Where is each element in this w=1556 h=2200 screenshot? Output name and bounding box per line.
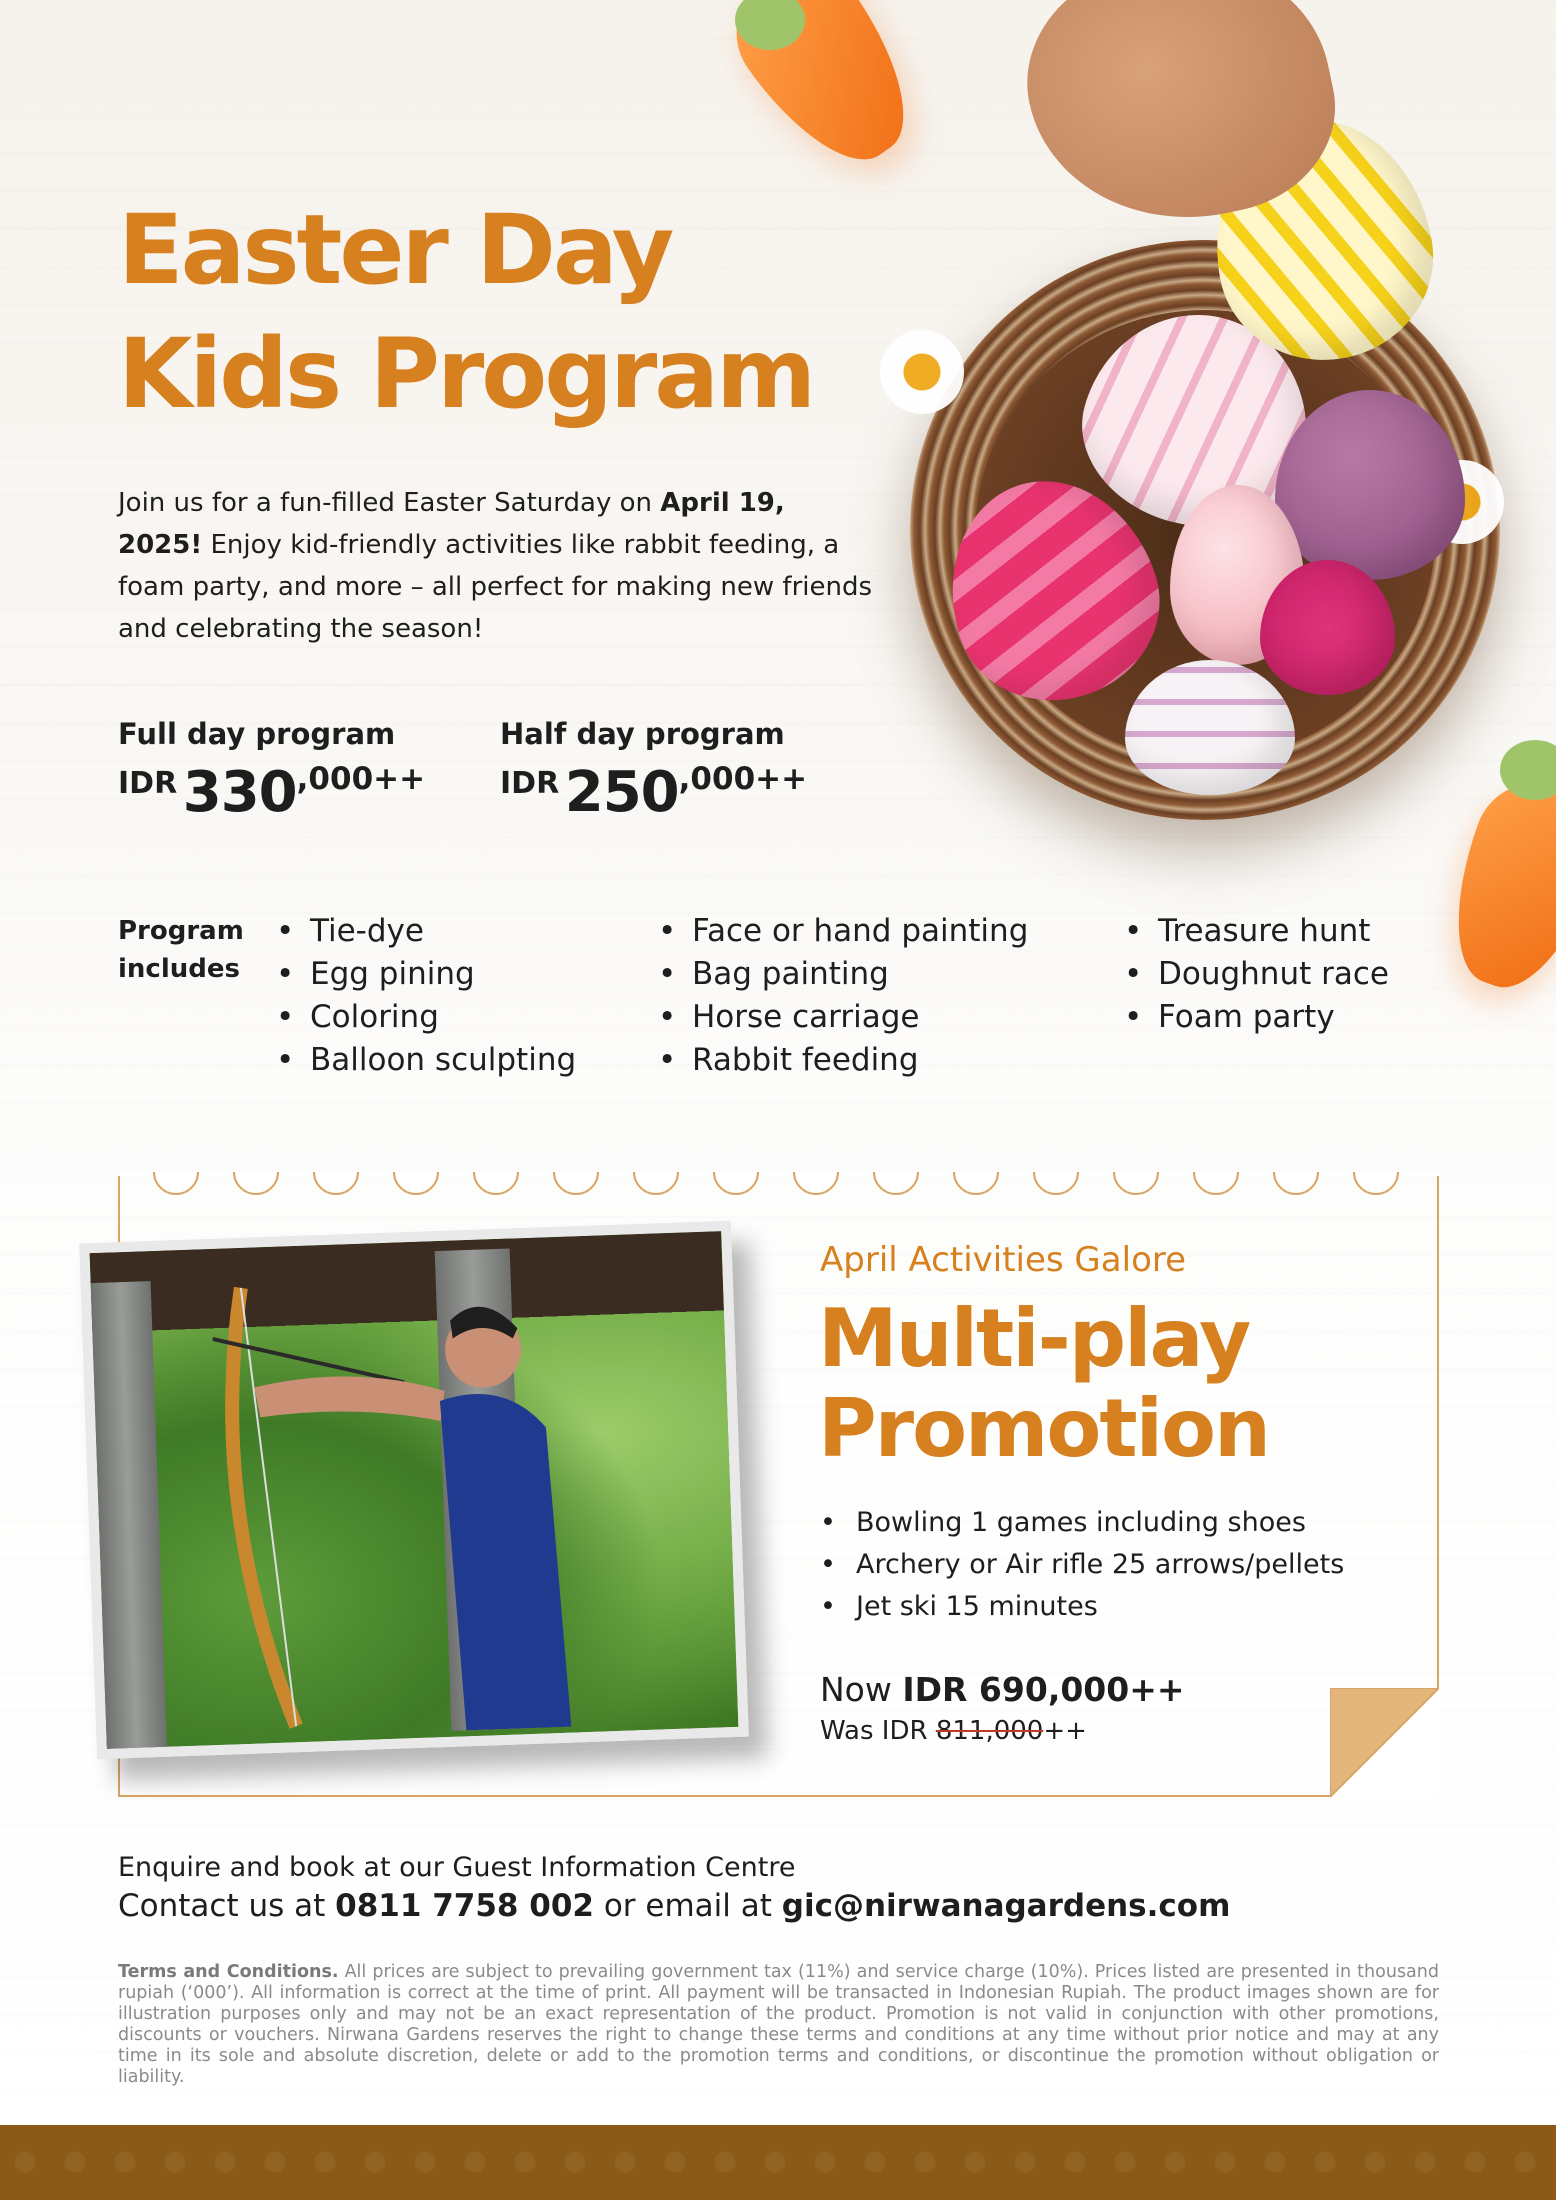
- half-day-currency: IDR: [500, 766, 560, 801]
- program-includes-label: [118, 912, 258, 988]
- list-item: • Treasure hunt: [1124, 910, 1389, 953]
- was-price: [820, 1716, 1087, 1746]
- half-day-price-block: [500, 714, 807, 825]
- intro-text-start: Join us for a fun-filled Easter Saturday on: [118, 488, 661, 518]
- program-list-col-3: [1124, 910, 1389, 1039]
- full-day-price-block: [118, 714, 425, 825]
- contact-prefix: Contact us at: [118, 1888, 336, 1924]
- page-fold-corner: [1330, 1688, 1439, 1797]
- promo-item-list: [820, 1502, 1344, 1628]
- list-item: • Jet ski 15 minutes: [820, 1586, 1344, 1628]
- list-item: • Foam party: [1124, 996, 1389, 1039]
- intro-paragraph: [118, 482, 878, 650]
- scalloped-edge-decoration: [118, 1172, 1439, 1200]
- list-item: • Tie-dye: [276, 910, 576, 953]
- list-item: • Coloring: [276, 996, 576, 1039]
- event-date: April 19, 2025!: [118, 488, 785, 560]
- footer-band: [0, 2125, 1556, 2200]
- full-day-suffix: ,000++: [296, 761, 426, 797]
- list-item: • Doughnut race: [1124, 953, 1389, 996]
- now-prefix: Now: [820, 1670, 903, 1709]
- phone-number[interactable]: 0811 7758 002: [335, 1888, 594, 1924]
- half-day-amount: 250: [564, 760, 679, 825]
- now-price: [820, 1670, 1185, 1709]
- intro-text-end: Enjoy kid-friendly activities like rabbit feeding, a foam party, and more – all perfect for making new friends and celebrating the season!: [118, 530, 873, 644]
- archer-figure: [210, 1255, 626, 1739]
- list-item: • Rabbit feeding: [658, 1039, 1028, 1082]
- program-list-col-1: [276, 910, 576, 1082]
- title-line-1: Easter Day: [118, 194, 672, 306]
- was-suffix: ++: [1043, 1716, 1087, 1746]
- was-amount: 811,000: [935, 1716, 1044, 1746]
- list-item: • Bag painting: [658, 953, 1028, 996]
- promo-title-line-1: Multi-play: [818, 1292, 1250, 1385]
- full-day-amount: 330: [182, 760, 297, 825]
- program-list-col-2: [658, 910, 1028, 1082]
- program-label-line-2: includes: [118, 954, 240, 984]
- full-day-currency: IDR: [118, 766, 178, 801]
- terms-and-conditions: [118, 1962, 1439, 2088]
- promo-kicker: April Activities Galore: [820, 1240, 1187, 1280]
- easter-basket-illustration: [880, 220, 1530, 860]
- list-item: • Egg pining: [276, 953, 576, 996]
- promo-title: [818, 1294, 1418, 1474]
- terms-heading: Terms and Conditions.: [118, 1962, 339, 1982]
- terms-body: All prices are subject to prevailing government tax (11%) and service charge (10%). Prices listed are presented in thousand rupiah (‘000’). All information is correct at the time of print. All payment will be transacted in Indonesian Rupiah. The product images shown are for illustration purposes only and may not be an exact representation of the product. Promotion is not valid in conjunction with other promotions, discounts or vouchers. Nirwana Gardens reserves the right to change these terms and conditions at any time without prior notice and may at any time in its sole and absolute discretion, delete or add to the promotion terms and conditions, or discontinue the promotion without obligation or liability.: [118, 1962, 1439, 2087]
- archer-photo: [79, 1221, 749, 1759]
- list-item: • Horse carriage: [658, 996, 1028, 1039]
- full-day-price: [118, 760, 425, 825]
- now-price-value: IDR 690,000++: [902, 1670, 1185, 1709]
- enquire-text: Enquire and book at our Guest Information Centre: [118, 1852, 796, 1883]
- email-link[interactable]: gic@nirwanagardens.com: [781, 1888, 1231, 1924]
- contact-middle: or email at: [593, 1888, 782, 1924]
- half-day-label: Half day program: [500, 717, 785, 751]
- promo-title-line-2: Promotion: [818, 1382, 1269, 1475]
- program-label-line-1: Program: [118, 916, 244, 946]
- was-prefix: Was IDR: [820, 1716, 936, 1746]
- list-item: • Archery or Air rifle 25 arrows/pellets: [820, 1544, 1344, 1586]
- page-title: [118, 188, 938, 436]
- title-line-2: Kids Program: [118, 318, 814, 430]
- contact-line: [118, 1888, 1230, 1924]
- list-item: • Face or hand painting: [658, 910, 1028, 953]
- list-item: • Balloon sculpting: [276, 1039, 576, 1082]
- list-item: • Bowling 1 games including shoes: [820, 1502, 1344, 1544]
- half-day-suffix: ,000++: [678, 761, 808, 797]
- half-day-price: [500, 760, 807, 825]
- full-day-label: Full day program: [118, 717, 396, 751]
